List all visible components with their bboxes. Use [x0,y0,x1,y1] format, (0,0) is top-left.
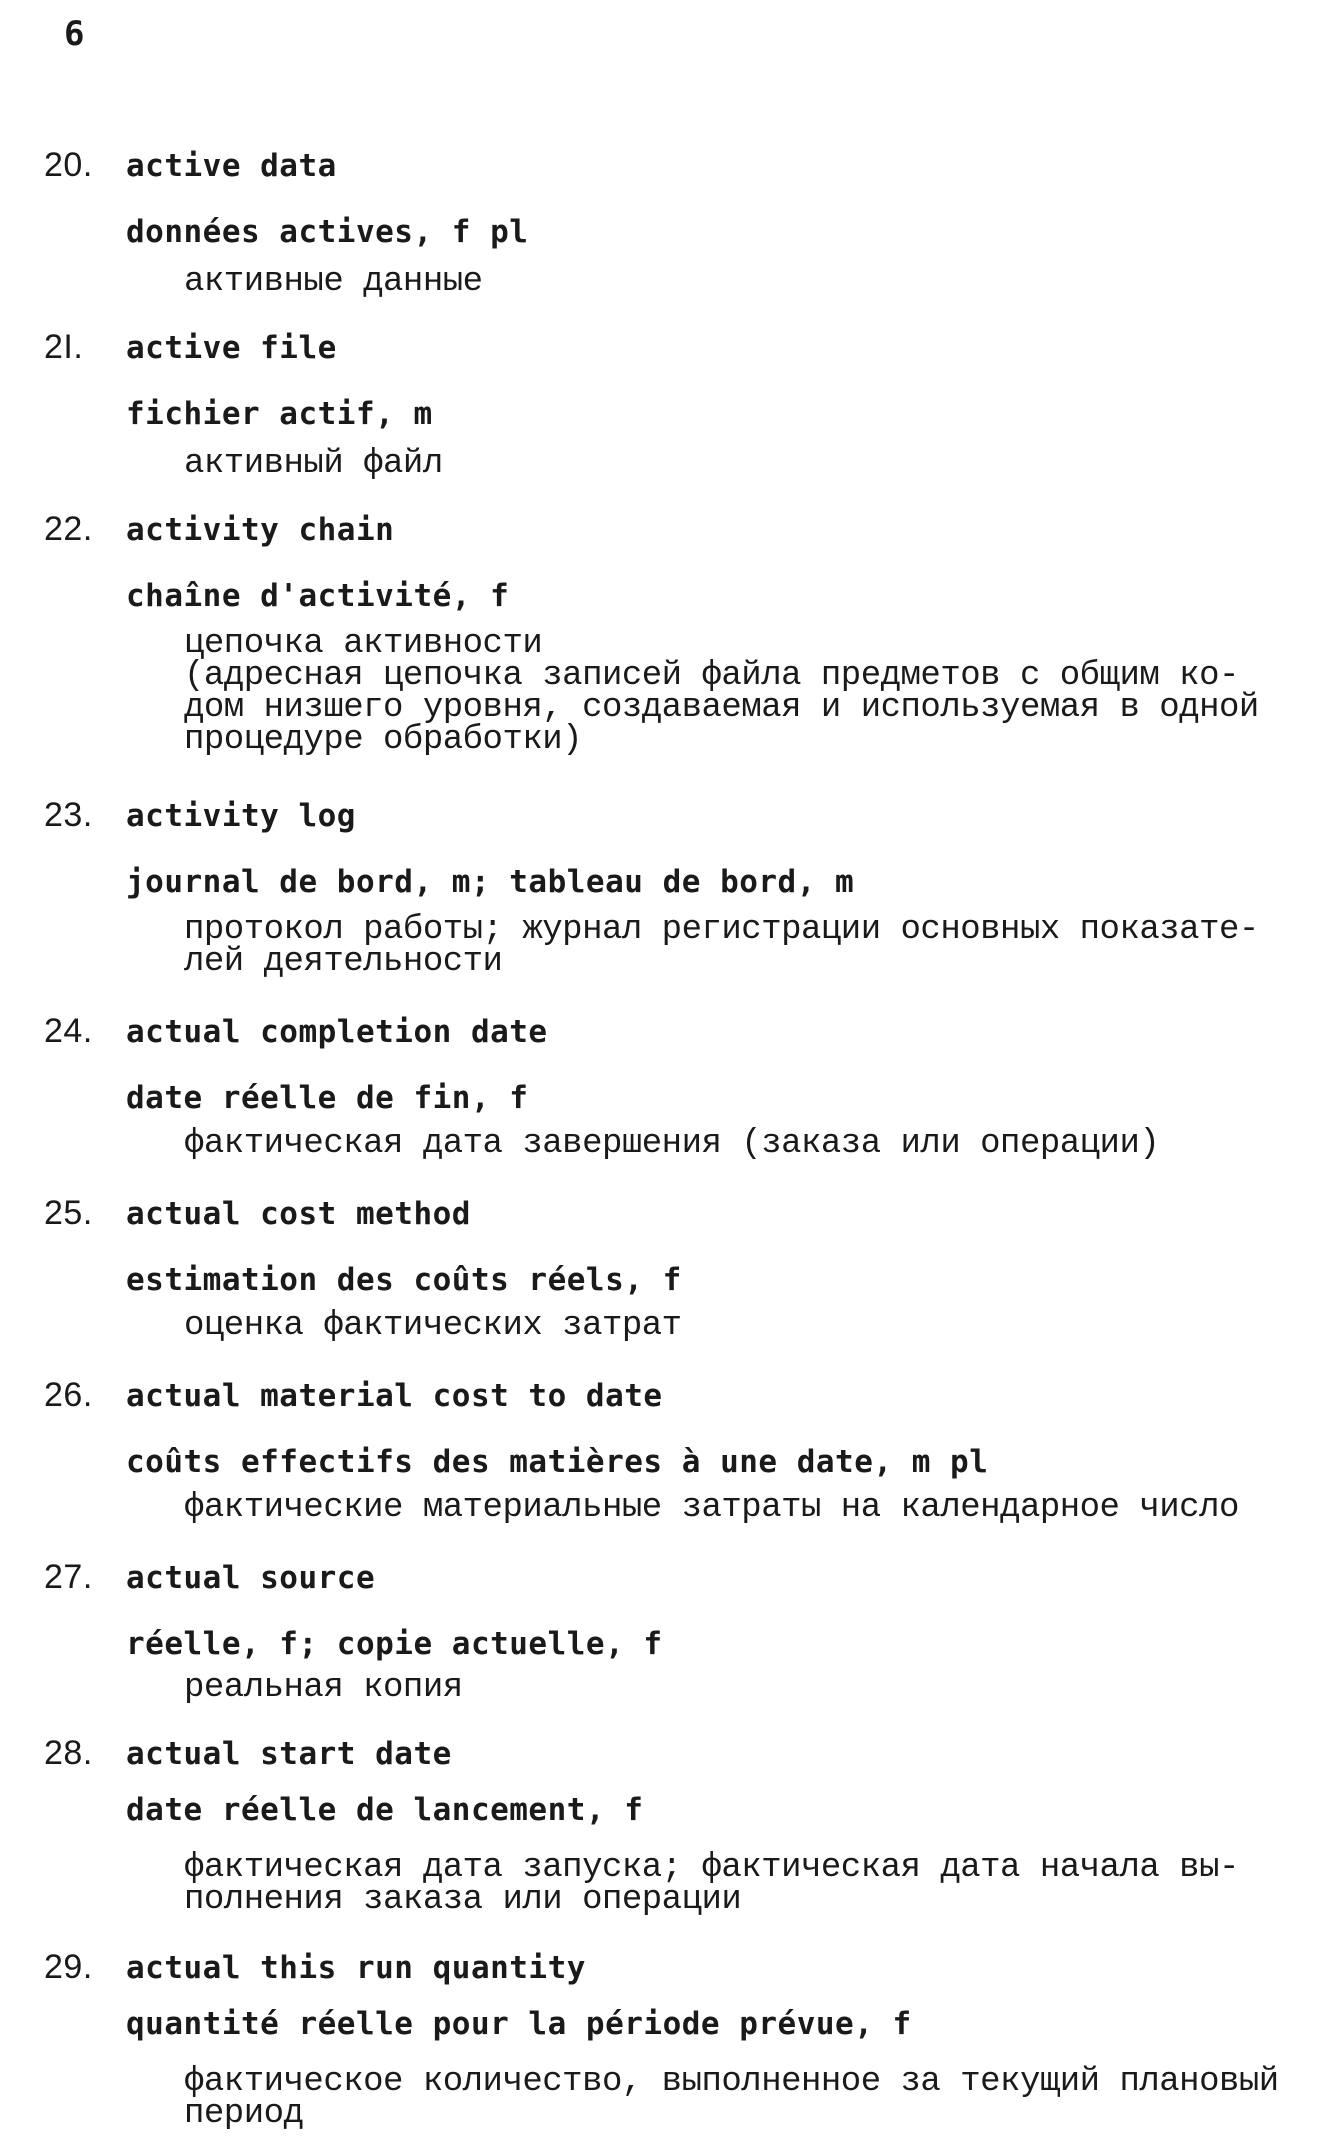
english-term: active file [126,330,337,366]
russian-translation [184,1489,1239,1527]
french-term: quantité réelle pour la période prévue, f [126,2006,912,2042]
entry-number: 20. [44,146,93,184]
french-term: estimation des coûts réels, f [126,1262,682,1298]
russian-line: реальная копия [184,1669,463,1707]
english-term: actual start date [126,1736,452,1772]
english-term: activity chain [126,512,395,548]
russian-line: фактическая дата завершения (заказа или операции) [184,1125,1160,1163]
term-line [44,796,356,835]
russian-translation [184,1307,682,1345]
russian-translation [184,263,483,301]
russian-line: активный файл [184,445,443,483]
term-line [44,1012,548,1051]
french-term: journal de bord, m; tableau de bord, m [126,864,855,900]
russian-line: (адресная цепочка записей файла предметов с общим ко- [184,657,1239,695]
term-line [44,510,394,549]
entry-number: 26. [44,1376,93,1414]
entry-number: 25. [44,1194,93,1232]
french-term: réelle, f; copie actuelle, f [126,1626,663,1662]
russian-translation [184,911,1259,981]
term-line [44,1558,375,1597]
entry-number: 23. [44,796,93,834]
russian-line: полнения заказа или операции [184,1881,742,1919]
russian-translation [184,625,1259,759]
term-line [44,1734,452,1773]
russian-line: фактические материальные затраты на календарное число [184,1489,1239,1527]
russian-line: фактическая дата запуска; фактическая дата начала вы- [184,1849,1239,1887]
english-term: active data [126,148,337,184]
russian-line: цепочка активности [184,625,543,663]
russian-translation [184,1849,1239,1919]
russian-line: дом низшего уровня, создаваемая и используемая в одной [184,689,1259,727]
term-line [44,1948,586,1987]
entry-number: 27. [44,1558,93,1596]
entry-number: 22. [44,510,93,548]
english-term: actual material cost to date [126,1378,663,1414]
term-line [44,1194,471,1233]
russian-translation [184,1669,463,1707]
french-term: date réelle de fin, f [126,1080,529,1116]
english-term: actual cost method [126,1196,471,1232]
page-number: 6 [64,14,85,54]
term-line [44,146,337,185]
russian-line: период [184,2095,304,2133]
russian-translation [184,2063,1279,2133]
russian-line: процедуре обработки) [184,721,583,759]
english-term: actual this run quantity [126,1950,586,1986]
entry-number: 24. [44,1012,93,1050]
entry-number: 28. [44,1734,93,1772]
french-term: date réelle de lancement, f [126,1792,644,1828]
russian-translation [184,445,443,483]
entry-number: 29. [44,1948,93,1986]
russian-line: фактическое количество, выполненное за текущий плановый [184,2063,1279,2101]
french-term: fichier actif, m [126,396,433,432]
russian-line: активные данные [184,263,483,301]
russian-line: протокол работы; журнал регистрации основных показате- [184,911,1259,949]
russian-line: оценка фактических затрат [184,1307,682,1345]
term-line [44,328,337,367]
english-term: actual completion date [126,1014,548,1050]
french-term: données actives, f pl [126,214,529,250]
russian-translation [184,1125,1160,1163]
entry-number: 2I. [44,328,84,366]
french-term: coûts effectifs des matières à une date, m pl [126,1444,989,1480]
russian-line: лей деятельности [184,943,503,981]
english-term: actual source [126,1560,376,1596]
term-line [44,1376,663,1415]
english-term: activity log [126,798,356,834]
french-term: chaîne d'activité, f [126,578,510,614]
